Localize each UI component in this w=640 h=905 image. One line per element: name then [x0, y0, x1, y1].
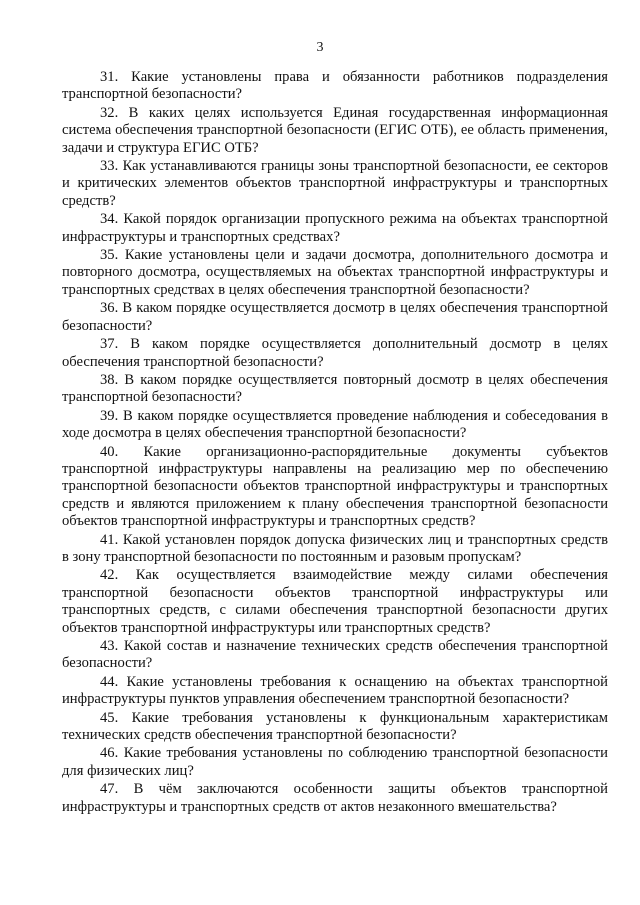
question-number: 35. — [100, 247, 119, 264]
question-list — [62, 69, 608, 817]
question-number: 47. — [100, 781, 119, 798]
question-item — [62, 336, 608, 371]
question-text: Какие требования установлены к функциональным характеристикам технических средств обеспечения транспортной безопасности? — [62, 709, 608, 744]
question-text: Какой состав и назначение технических средств обеспечения транспортной безопасности? — [62, 638, 608, 672]
question-number: 36. — [100, 300, 119, 317]
question-text: В каком порядке осуществляется проведение наблюдения и собеседования в ходе досмотра в целях обеспечения транспортной безопасности? — [62, 407, 608, 442]
question-item — [62, 211, 608, 246]
question-item — [62, 300, 608, 335]
question-item — [62, 69, 608, 104]
question-text: Какие установлены права и обязанности работников подразделения транспортной безопасности? — [62, 69, 608, 103]
question-number: 31. — [100, 69, 119, 85]
question-number: 45. — [100, 709, 119, 726]
question-item — [62, 710, 608, 745]
question-item — [62, 567, 608, 637]
question-item — [62, 674, 608, 709]
question-item — [62, 781, 608, 816]
question-item — [62, 638, 608, 673]
question-text: В каком порядке осуществляется досмотр в целях обеспечения транспортной безопасности? — [62, 300, 608, 334]
question-text: В каком порядке осуществляется повторный досмотр в целях обеспечения транспортной безопасности? — [62, 371, 608, 406]
question-number: 32. — [100, 104, 119, 121]
question-item — [62, 408, 608, 443]
question-text: Какой установлен порядок допуска физических лиц и транспортных средств в зону транспортной безопасности по постоянным и разовым пропускам? — [62, 531, 608, 565]
question-number: 40. — [100, 443, 119, 460]
question-text: Какие требования установлены по соблюдению транспортной безопасности для физических лиц? — [62, 745, 608, 779]
question-number: 44. — [100, 673, 119, 690]
question-number: 37. — [100, 336, 119, 353]
question-text: Какие организационно-распорядительные документы субъектов транспортной инфраструктуры направлены на реализацию мер по обеспечению транспортной безопасности объектов транспортной инфраструктуры и транспортных средств и являются приложением к плану обеспечения транспортной безопасности объектов транспортной инфраструктуры и транспортных средств? — [62, 443, 608, 530]
question-text: Какие установлены требования к оснащению на объектах транспортной инфраструктуры пунктов управления обеспечением транспортной безопасности? — [62, 673, 608, 708]
question-item — [62, 745, 608, 780]
question-text: Как устанавливаются границы зоны транспортной безопасности, ее секторов и критических элементов объектов транспортной инфраструктуры и транспортных средств? — [62, 158, 608, 209]
question-text: Как осуществляется взаимодействие между силами обеспечения транспортной безопасности объектов транспортной инфраструктуры или транспортных средств, с силами обеспечения транспортной безопасности других объектов транспортной инфраструктуры или транспортных средств? — [62, 567, 608, 636]
question-item — [62, 158, 608, 210]
question-item — [62, 532, 608, 567]
question-text: Какие установлены цели и задачи досмотра, дополнительного досмотра и повторного досмотра, осуществляемых на объектах транспортной инфраструктуры и транспортных средствах в целях обеспечения транспортной безопасности? — [62, 247, 608, 298]
page-number: 3 — [316, 40, 324, 55]
question-text: В каких целях используется Единая государственная информационная система обеспечения транспортной безопасности (ЕГИС ОТБ), ее область применения, задачи и структура ЕГИС ОТБ? — [62, 104, 608, 156]
question-item — [62, 247, 608, 299]
question-text: Какой порядок организации пропускного режима на объектах транспортной инфраструктуры и транспортных средствах? — [62, 211, 608, 245]
question-number: 39. — [100, 407, 119, 424]
question-number: 33. — [100, 158, 119, 175]
question-item — [62, 444, 608, 531]
question-item — [62, 105, 608, 157]
question-text: В чём заключаются особенности защиты объектов транспортной инфраструктуры и транспортных средств от актов незаконного вмешательства? — [62, 781, 608, 815]
question-number: 34. — [100, 211, 119, 228]
question-item — [62, 372, 608, 407]
question-number: 43. — [100, 638, 119, 654]
question-number: 46. — [100, 745, 119, 762]
question-number: 41. — [100, 531, 119, 548]
question-text: В каком порядке осуществляется дополнительный досмотр в целях обеспечения транспортной безопасности? — [62, 336, 608, 370]
question-number: 38. — [100, 371, 119, 388]
question-number: 42. — [100, 567, 119, 584]
